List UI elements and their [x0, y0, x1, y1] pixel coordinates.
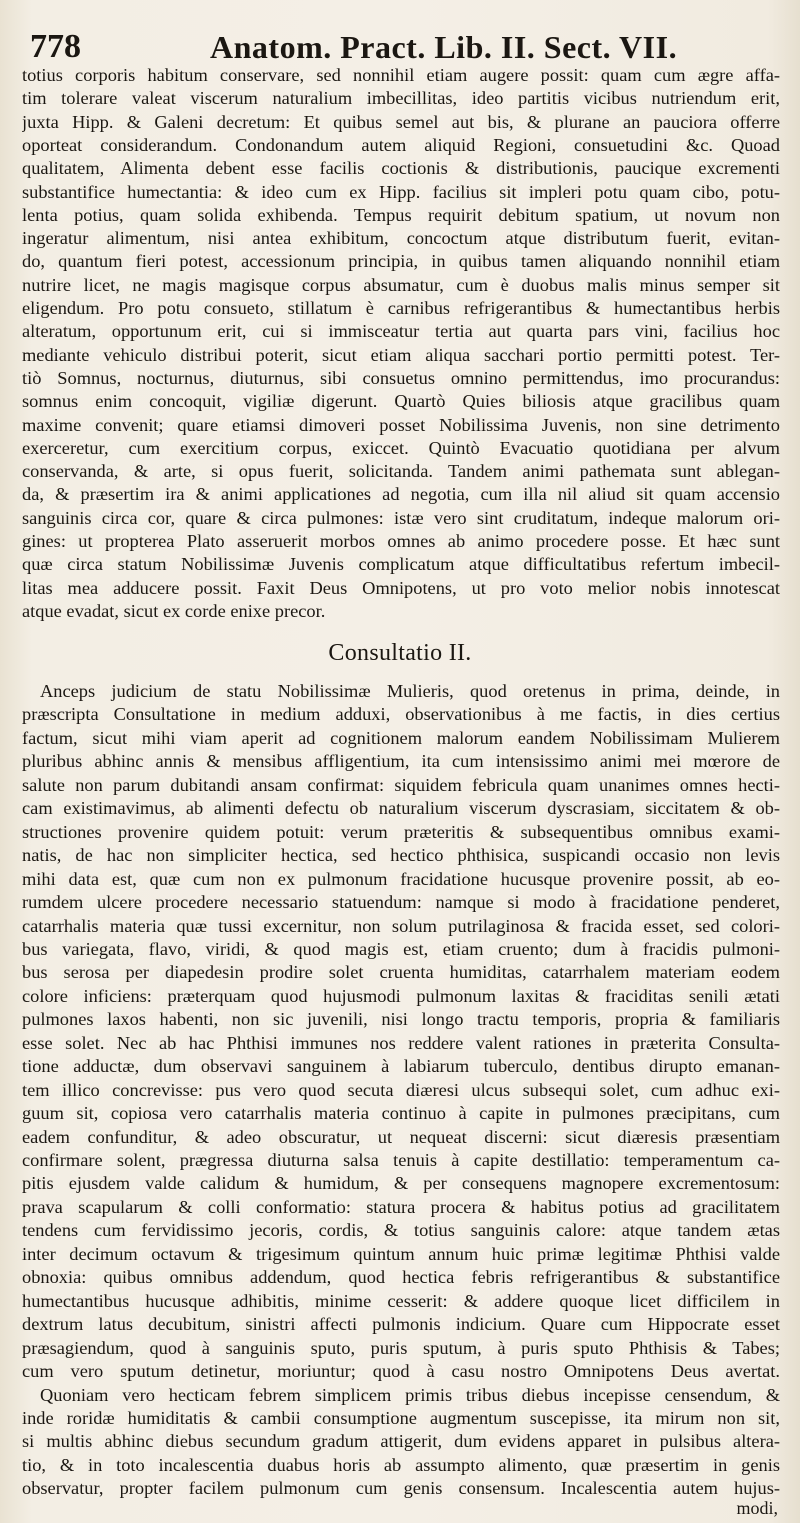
text-line: eadem confunditur, & adeo obscuratur, ut nequeat discerni: sicut diæresis præsentiam — [22, 1126, 780, 1147]
text-line: sanguinis circa cor, quare & circa pulmones: istæ vero sint cruditatum, indeque malorum ori- — [22, 507, 780, 528]
text-line: salute non parum dubitandi ansam confirmat: siquidem febricula quam unanimes omnes hecti- — [22, 774, 780, 795]
text-line: pulmones laxos habenti, non sic juvenili, nisi longo tractu temporis, propria & familiaris — [22, 1009, 780, 1030]
text-line: conservanda, & arte, si opus fuerit, solicitanda. Tandem animi pathemata sunt ablegan- — [22, 461, 780, 482]
running-head: Anatom. Pract. Lib. II. Sect. VII. — [210, 29, 678, 65]
text-line: pitis ejusdem valde calidum & humidum, & per consequens magnopere excrementosum: — [22, 1173, 780, 1194]
text-line: alteratum, opportunum erit, cui si immisceatur tertia aut quarta pars vini, facilius hoc — [22, 321, 780, 342]
text-line: mihi data est, quæ cum non ex pulmonum fracidatione hucusque provenire possit, ab eo- — [22, 868, 780, 889]
text-line: structiones provenire quidem potuit: verum præteritis & subsequentibus omnibus exami- — [22, 821, 780, 842]
text-line: tiò Somnus, nocturnus, diuturnus, sibi consuetus omnino permittendus, imo procurandus: — [22, 367, 780, 388]
text-line: bus variegata, flavo, viridi, & quod magis est, etiam cruento; dum à fracidis pulmoni- — [22, 938, 780, 959]
text-line: guum sit, copiosa vero catarrhalis materia continuo à capite in pulmones præcipitans, cum — [22, 1103, 780, 1124]
text-line: substantifice humectantia: & ideo cum ex Hipp. facilius sit impleri potu quam cibo, potu- — [22, 181, 780, 202]
text-line: bus serosa per diapedesin prodire solet cruenta humiditas, catarrhalem materiam eodem — [22, 962, 780, 983]
catchword: modi, — [736, 1498, 778, 1518]
text-line: lenta potius, quam solida exhibenda. Tempus requirit debitum spatium, ut novum non — [22, 204, 780, 225]
text-line: prava scapularum & colli conformatio: statura procera & habitus potius ad gracilitatem — [22, 1196, 780, 1217]
text-line: humectantibus hucusque adhibitis, minime cesserit: & addere quoque licet difficilem in — [22, 1290, 780, 1311]
text-line: mediante vehiculo distribui poterit, sicut etiam aliqua sacchari portio permitti potest. Ter- — [22, 344, 780, 365]
text-line: exerceretur, cum exercitium corpus, exiccet. Quintò Evacuatio quotidiana per alvum — [22, 437, 780, 458]
text-line: pluribus abhinc annis & mensibus affligentium, ita cum intensissimo animi mei mœrore de — [22, 751, 780, 772]
text-line: cum vero sputum detinetur, moriuntur; quod à casu nostro Omnipotens Deus avertat. — [22, 1361, 780, 1382]
text-line: rumdem ulcere procedere necessario statuendum: namque si modo à fracidatione penderet, — [22, 892, 780, 913]
text-line: observatur, propter facilem pulmonum cum genis consensum. Incalescentia autem hujus- — [22, 1478, 780, 1499]
text-line: ingeratur alimentum, nisi antea exhibitum, concoctum atque distributum fuerit, evitan- — [22, 228, 780, 249]
text-line: nutrire licet, ne magis magisque corpus absumatur, cum è duobus malis minus semper sit — [22, 274, 780, 295]
text-line: Anceps judicium de statu Nobilissimæ Mulieris, quod oretenus in prima, deinde, in — [40, 681, 780, 701]
text-line: tim tolerare valeat viscerum naturalium imbecillitas, ideo partitis vicibus nutriendum erit, — [22, 88, 780, 109]
text-line: confirmare solent, prægressa diuturna salsa tenuis à capite destillatio: temperamentum ca- — [22, 1150, 780, 1170]
text-line: atque evadat, sicut ex corde enixe precor. — [22, 600, 326, 621]
text-line: oporteat considerandum. Condonandum autem aliquid Regioni, consuetudini &c. Quoad — [22, 134, 780, 155]
text-line: totius corporis habitum conservare, sed nonnihil etiam augere possit: quam cum ægre affa- — [22, 65, 780, 85]
section-heading: Consultatio II. — [328, 640, 472, 666]
text-line: factum, sicut mihi viam aperit ad cognitionem malorum eandem Nobilissimam Mulierem — [22, 727, 780, 748]
text-line: colore inficiens: præterquam quod hujusmodi pulmonum laxitas & fraciditas senili ætati — [22, 985, 780, 1006]
text-line: dextrum latus decubitum, sinistri affecti pulmonis indicium. Quare cum Hippocrate esset — [22, 1314, 780, 1335]
text-line: præscripta Consultatione in medium adduxi, observationibus à me factis, in dies certius — [22, 704, 780, 725]
text-line: obnoxia: quibus omnibus addendum, quod hectica febris refrigerantibus & substantifice — [22, 1267, 780, 1288]
text-line: tem illico concrevisse: pus vero quod secuta diæresi ulcus subsequi solet, cum adhuc exi- — [22, 1079, 780, 1100]
page-number: 778 — [30, 28, 81, 65]
text-line: litas mea adducere possit. Faxit Deus Omnipotens, ut pro voto melior nobis innotescat — [22, 577, 780, 598]
text-line: tio, & in toto incalescentia duabus horis ab assumpto alimento, quæ præsertim in genis — [22, 1454, 780, 1475]
text-line: quæ circa statum Nobilissimæ Juvenis complicatum atque difficultatibus refertum imbecil- — [22, 554, 780, 575]
text-line: tendens cum fervidissimo jecoris, cordis, & totius sanguinis calore: atque tandem ætas — [22, 1220, 780, 1241]
text-line: qualitatem, Alimenta debent esse facilis coctionis & distributionis, paucique excrementi — [22, 158, 780, 179]
text-line: eligendum. Pro potu consueto, stillatum è carnibus refrigerantibus & humectantibus herbis — [22, 298, 780, 318]
text-line: gines: ut propterea Plato asseruerit morbos omnes ab animo procedere posse. Et hæc sunt — [22, 531, 780, 551]
text-line: maxime convenit; quare etiamsi dimoveri posset Nobilissima Juvenis, non sine detrimento — [22, 414, 780, 435]
text-line: si multis abhinc diebus secundum gradum attigerit, dum evidens apparet in pulsibus altera- — [22, 1431, 780, 1452]
text-line: natis, de hac non simpliciter hectica, sed hectico phthisica, suspicandi occasio non levis — [22, 845, 780, 866]
text-line: juxta Hipp. & Galeni decretum: Et quibus semel aut bis, & plurane an pauciora offerre — [22, 111, 780, 132]
text-line: catarrhalis materia quæ tussi excernitur, non solum putrilaginosa & fracida esset, sed colori- — [22, 915, 780, 936]
text-line: da, & præsertim ira & animi applicationes ad negotia, cum illa nil aliud sit quam accensio — [22, 484, 780, 505]
text-line: tione adductæ, dum observavi sanguinem à labiarum tuberculo, dentibus dirupto emanan- — [22, 1056, 780, 1077]
text-line: Quoniam vero hecticam febrem simplicem primis tribus diebus incepisse censendum, & — [40, 1384, 780, 1405]
text-line: inter decimum octavum & trigesimum quintum annum huic primæ legitimæ Phthisi valde — [22, 1243, 780, 1264]
text-line: somnus enim concoquit, vigiliæ digerunt. Quartò Quies biliosis atque gracilibus quam — [22, 391, 780, 412]
text-line: esse solet. Nec ab hac Phthisi immunes nos reddere valent rationes in præterita Consulta- — [22, 1032, 780, 1053]
text-line: cam existimavimus, ab alimenti defectu ob naturalium viscerum dyscrasiam, siccitatem & ob- — [22, 798, 780, 819]
text-line: do, quantum fieri potest, accessionum principia, in quibus tamen aliquando nonnihil etiam — [22, 251, 780, 272]
text-line: præsagiendum, quod à sanguinis sputo, puris sputum, à puris sputo Phthisis & Tabes; — [22, 1337, 780, 1358]
text-line: inde roridæ humiditatis & cambii consumptione augmentum suscepisse, ita mirum non sit, — [22, 1407, 780, 1428]
